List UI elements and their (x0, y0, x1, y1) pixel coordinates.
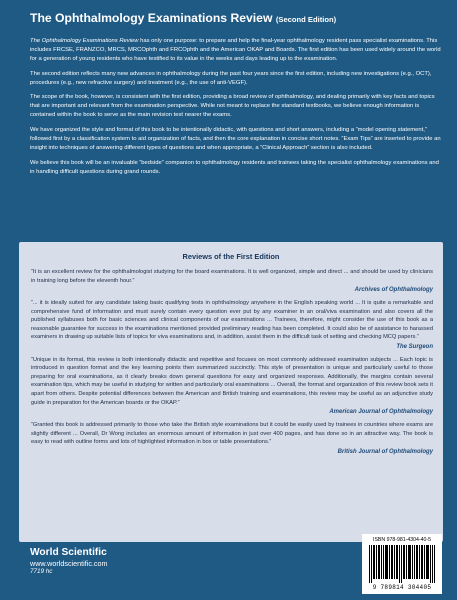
isbn-digits: 9 789814 304405 (372, 584, 432, 591)
isbn-text: ISBN 978-981-4304-40-5 (373, 537, 431, 543)
isbn-barcode (362, 534, 442, 594)
review-source: American Journal of Ophthalmology (329, 409, 433, 416)
review-quote: “... it is ideally suited for any candidate taking basic qualifying tests in ophthalmology anywhere in the English speaking world ... It is quite a remarkable and comprehensive fund of information and must surely contain every question ever put by any examiner in an oral/viva examination and also covers all the published syllabuses both for basic sciences and clinical components of our examinations ... Trainees, therefore, might consider the use of this book as a reasonable guarantee for success in the examinations mentioned provided preliminary reading has been completed. It could also be of assistance to harassed examiners in drawing up suitable lists of topics for viva examinations and, in addition, assist them in the difficult task of setting and checking MCQ papers.” (31, 300, 433, 341)
review-quote: “It is an excellent review for the ophthalmologist studying for the board examinations. It is well organized, simple and direct ... and should be used by clinicians in training long before the eleventh hour.” (31, 269, 433, 284)
description-paragraph-4: We have organized the style and format of this book to be intentionally didactic, with questions and short answers, including a “model opening statement,” followed first by a classification system to aid organization of facts, and then the core explanation in concise short notes. “Exam Tips” are inserted to provide an insight into techniques of answering different types of questions and when appropriate, a “Clinical Approach” section is also included. (30, 127, 441, 151)
publisher-footer (30, 548, 107, 576)
review-item (31, 268, 433, 295)
product-code: 7719 hc (30, 568, 53, 576)
barcode-icon (369, 545, 435, 583)
description-paragraph-1-text: has only one purpose: to prepare and help the final-year ophthalmology resident pass specialist examinations. This includes FRCSE, FRANZCO, MRCS, MRCOphth and FRCOphth and the American OKAP and Boards. The first edition has been used widely around the world for a generation of young residents who have testified to its value in the weeks and days leading up to the examination. (30, 38, 441, 62)
description-paragraph-3: The scope of the book, however, is consistent with the first edition, providing a broad review of ophthalmology, and dealing primarily with key facts and topics that are important and relevant from the examination perspective. While not meant to replace the standard textbooks, we believe enough information is contained within the book to serve as the main revision text nearer the exams. (30, 94, 435, 119)
description-paragraph-2: The second edition reflects many new advances in ophthalmology during the past four years since the first edition, including new investigations (e.g., OCT), procedures (e.g., new refractive surgery) and treatment (e.g., the use of anti-VEGF). (30, 70, 432, 86)
review-source: The Surgeon (396, 343, 433, 350)
description-paragraph-1 (30, 37, 442, 64)
reviews-list (31, 268, 433, 461)
book-title: The Ophthalmology Examinations Review (30, 11, 273, 25)
review-item (31, 299, 433, 352)
reviews-heading: Reviews of the First Edition (182, 252, 280, 261)
review-source: British Journal of Ophthalmology (337, 448, 433, 455)
description-section (30, 37, 442, 182)
publisher-url: www.worldscientific.com (30, 558, 108, 568)
review-quote: “Granted this book is addressed primarily to those who take the British style examinations but it could be easily used by trainees in countries where exams are slightly different ... Overall, Dr Wong includes an enormous amount of information in just over 400 pages, and has done so in an attractive way. The book is easy to read with outline forms and lots of highlighted information in box or table presentations.” (31, 422, 433, 446)
review-item (31, 421, 433, 457)
review-source: Archives of Ophthalmology (354, 287, 433, 294)
book-title-italic: The Ophthalmology Examinations Review (30, 38, 139, 44)
publisher-name: World Scientific (30, 547, 107, 558)
review-item (31, 356, 433, 417)
edition-label: (Second Edition) (275, 15, 337, 24)
book-title-header (30, 11, 447, 25)
description-paragraph-5: We believe this book will be an invaluable “bedside” companion to ophthalmology residents and trainees taking the specialist ophthalmology examinations and in handling difficult questions during grand rounds. (30, 159, 439, 175)
reviews-box (19, 242, 443, 542)
review-quote: “Unique in its format, this review is both intentionally didactic and repetitive and focuses on most commonly addressed examination subjects ... Each topic is introduced in question format and the key learning points then summarized succinctly. This style of presentation is unique and particularly useful to those preparing for oral examinations, as it clearly breaks down general questions for easy and organized responses. Additionally, the margins contain several examination tips, which may be useful in studying for written and particularly oral examinations ... Overall, the format and organization of this review book sets it apart from others. Despite potential differences between the American and British training and examinations, this review may be useful as an adjunctive study guide in preparation for the American boards or the OKAP.” (31, 356, 433, 406)
